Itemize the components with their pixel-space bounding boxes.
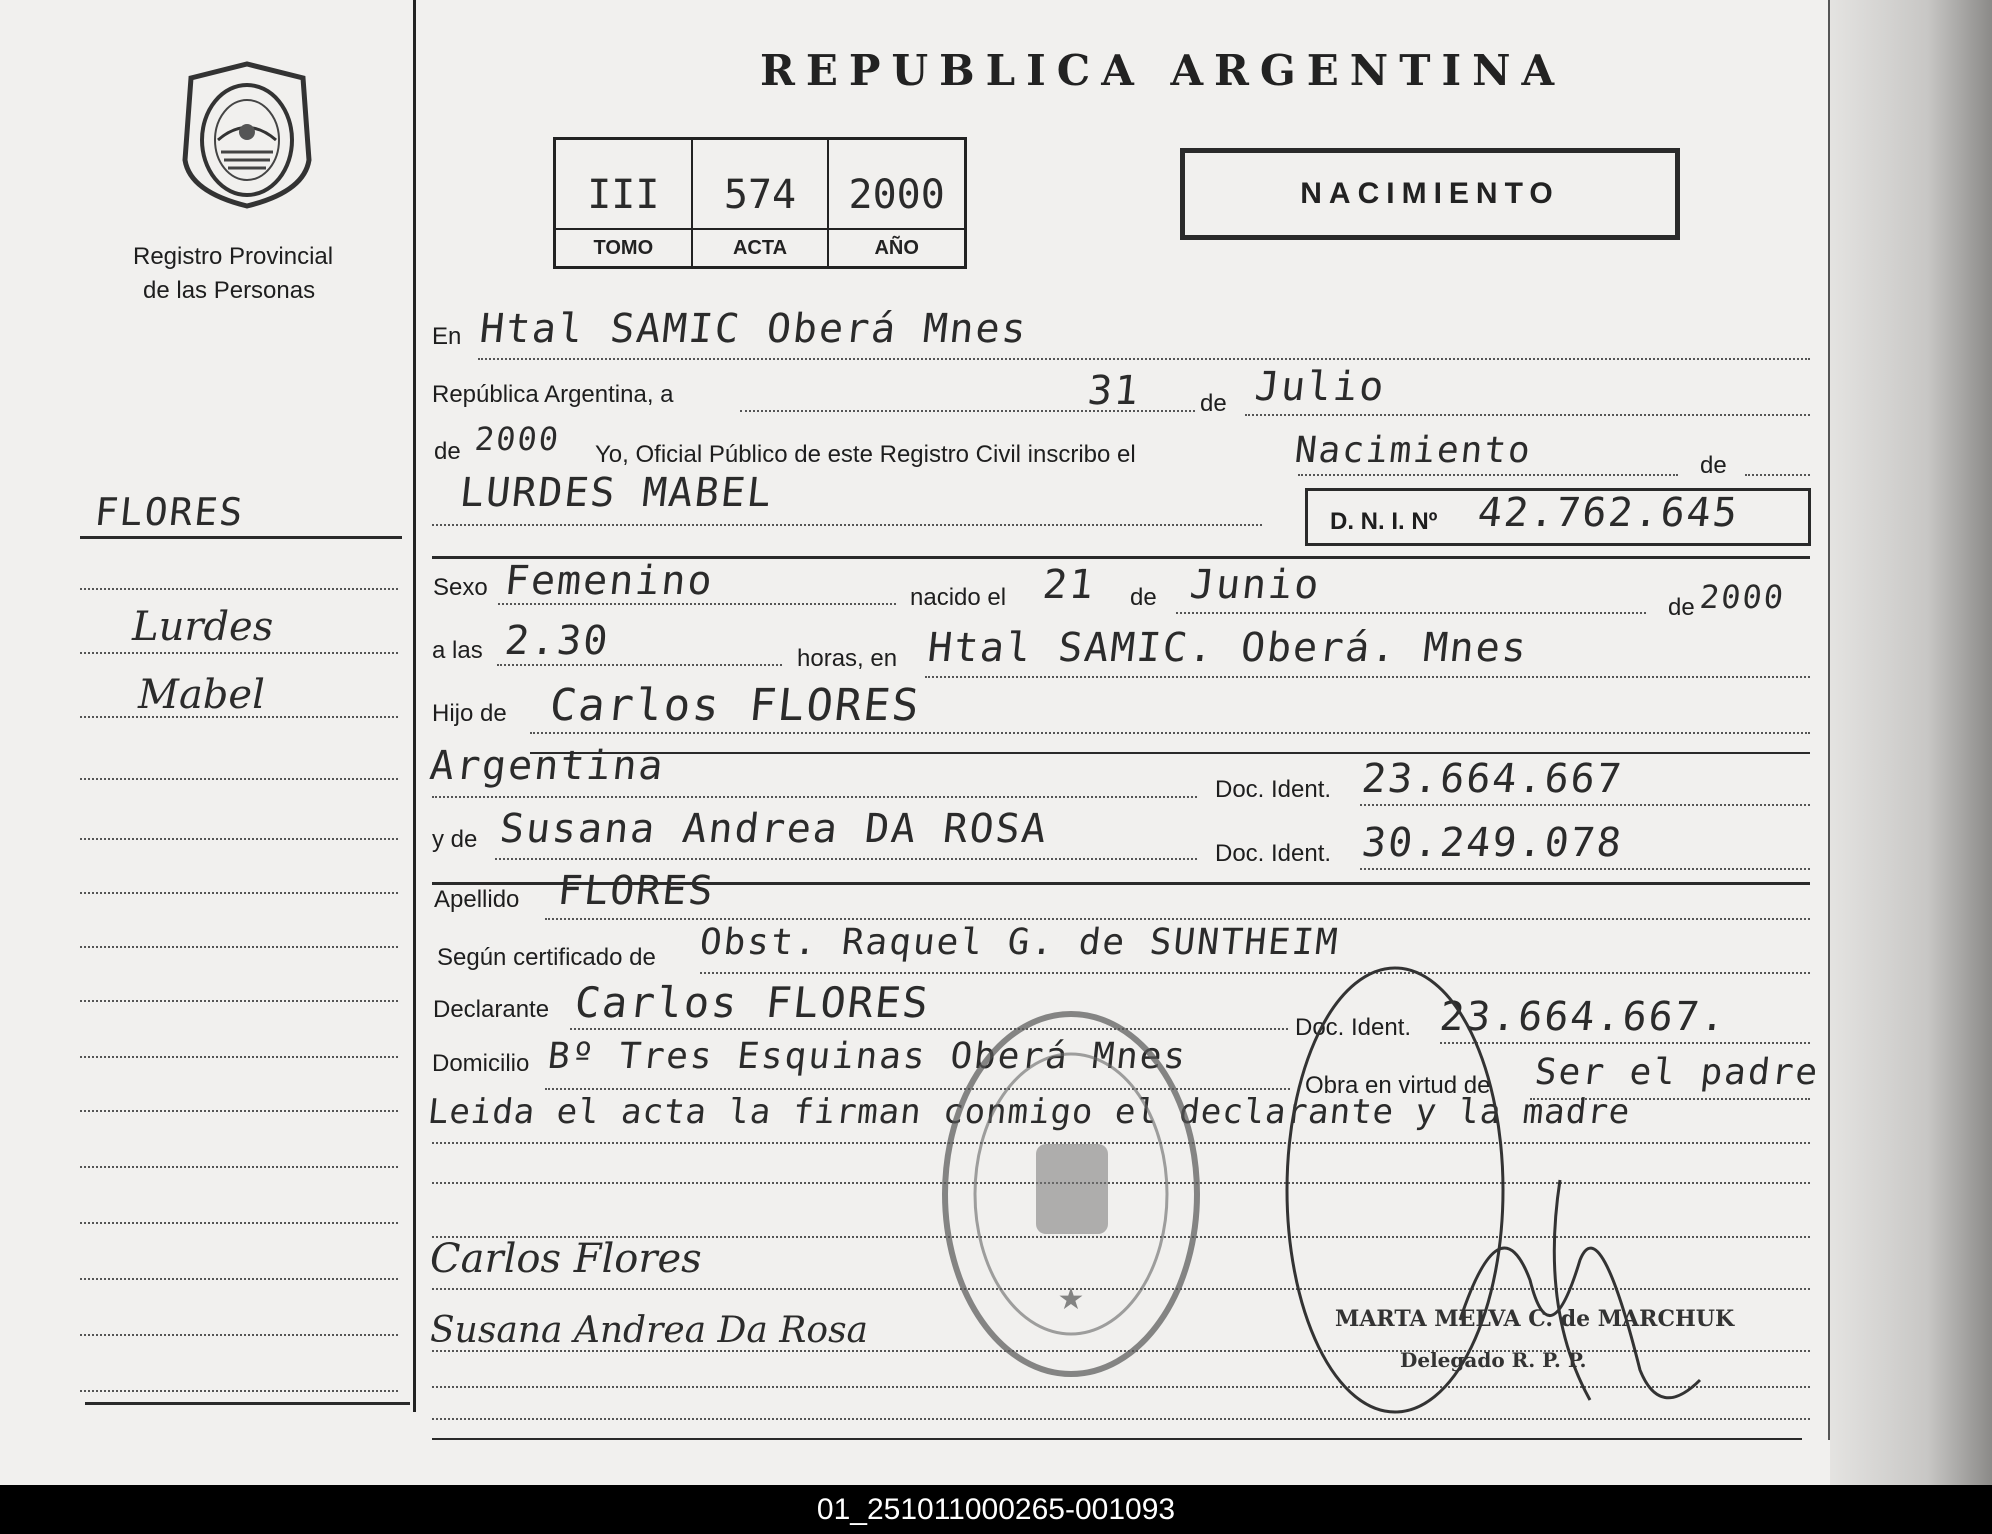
- svg-text:★: ★: [1057, 1282, 1085, 1317]
- nacido-label: nacido el: [910, 584, 1007, 611]
- leida-text: Leida el acta la firman conmigo el declarante y la madre: [425, 1092, 1633, 1132]
- margin-rule: [80, 716, 398, 718]
- ano-label: AÑO: [829, 228, 964, 266]
- form-rule: [1745, 474, 1810, 476]
- father-doc-value: 23.664.667: [1359, 756, 1626, 802]
- form-rule: [1176, 612, 1646, 614]
- margin-rule: [80, 1334, 398, 1336]
- birth-month-value: Junio: [1187, 562, 1323, 608]
- margin-rule: [80, 1056, 398, 1058]
- margin-rule: [80, 1166, 398, 1168]
- registry-table: [553, 137, 967, 269]
- republica-label: República Argentina, a: [432, 381, 674, 408]
- obra-label: Obra en virtud de: [1305, 1072, 1491, 1099]
- de-label: de: [1700, 452, 1727, 479]
- acta-value: 574: [723, 172, 797, 218]
- form-rule: [1245, 414, 1810, 416]
- official-stamp-title: Delegado R. P. P.: [1400, 1348, 1587, 1372]
- official-round-stamp: [938, 1004, 1204, 1384]
- form-rule: [497, 664, 782, 666]
- declarante-value: Carlos FLORES: [572, 978, 933, 1027]
- margin-surname-rule: [80, 536, 402, 539]
- margin-rule: [80, 1278, 398, 1280]
- registry-name-line2: de las Personas: [143, 277, 316, 304]
- tomo-value: III: [587, 172, 660, 218]
- form-rule: [700, 972, 1810, 974]
- image-id-footer: 01_251011000265-001093: [0, 1485, 1992, 1534]
- margin-rule: [80, 1390, 398, 1392]
- domicilio-value: Bº Tres Esquinas Oberá Mnes: [545, 1036, 1190, 1077]
- de-label: de: [434, 438, 461, 465]
- form-rule: [495, 858, 1197, 860]
- hijo-label: Hijo de: [432, 700, 507, 727]
- mother-name-value: Susana Andrea DA ROSA: [497, 806, 1051, 852]
- registry-name-line1: Registro Provincial: [133, 243, 334, 270]
- sexo-label: Sexo: [433, 574, 488, 601]
- sexo-value: Femenino: [502, 558, 717, 604]
- birth-time-value: 2.30: [502, 618, 612, 664]
- form-rule: [1360, 868, 1810, 870]
- form-rule: [432, 796, 1197, 798]
- horas-label: horas, en: [797, 645, 898, 672]
- dni-value: 42.762.645: [1475, 490, 1742, 536]
- act-type-box: [1180, 148, 1680, 240]
- form-rule: [1298, 474, 1678, 476]
- form-rule: [1360, 804, 1810, 806]
- tomo-label: TOMO: [556, 228, 691, 266]
- ano-cell: [829, 140, 964, 266]
- official-stamp-name: MARTA MELVA C. de MARCHUK: [1335, 1306, 1735, 1332]
- en-label: En: [432, 323, 462, 350]
- margin-rule: [80, 946, 398, 948]
- tomo-cell: [556, 140, 693, 266]
- act-type-label: NACIMIENTO: [1300, 177, 1560, 210]
- place-value: Htal SAMIC Oberá Mnes: [477, 306, 1031, 352]
- bottom-rule: [432, 1438, 1802, 1440]
- left-column-divider: [413, 0, 416, 1412]
- domicilio-label: Domicilio: [432, 1050, 530, 1077]
- birth-year-value: 2000: [1698, 578, 1788, 616]
- signature-declarante: Carlos Flores: [430, 1236, 702, 1282]
- doc-ident-label: Doc. Ident.: [1215, 840, 1332, 867]
- section-rule: [530, 752, 1810, 754]
- margin-rule: [80, 892, 398, 894]
- margin-rule: [80, 838, 398, 840]
- acta-cell: [693, 140, 830, 266]
- form-rule: [478, 358, 1810, 360]
- father-name-value: Carlos FLORES: [547, 680, 924, 731]
- de-label: de: [1200, 390, 1227, 417]
- form-rule: [498, 603, 896, 605]
- form-rule: [925, 676, 1810, 678]
- margin-rule: [80, 778, 398, 780]
- document-title: REPUBLICA ARGENTINA: [760, 46, 1566, 95]
- month-value: Julio: [1252, 364, 1388, 410]
- official-signature-scribble: [1440, 1170, 1730, 1430]
- margin-rule: [80, 1222, 398, 1224]
- page-edge: [1830, 0, 1992, 1485]
- day-value: 31: [1085, 368, 1143, 414]
- margin-bottom-rule: [85, 1402, 410, 1405]
- province-seal-logo: [176, 60, 318, 210]
- doc-ident-label: Doc. Ident.: [1295, 1014, 1412, 1041]
- segun-label: Según certificado de: [437, 944, 656, 971]
- year-value: 2000: [473, 420, 563, 458]
- margin-rule: [80, 588, 398, 590]
- yo-text: Yo, Oficial Público de este Registro Civil inscribo el: [595, 441, 1136, 468]
- child-name-value: LURDES MABEL: [457, 470, 776, 516]
- declarante-label: Declarante: [433, 996, 550, 1023]
- dni-label: D. N. I. Nº: [1330, 508, 1438, 535]
- act-word-value: Nacimiento: [1292, 430, 1534, 471]
- de-label: de: [1668, 594, 1695, 621]
- birth-day-value: 21: [1040, 562, 1098, 608]
- margin-given-name-2: Mabel: [138, 672, 265, 718]
- form-rule: [530, 732, 1810, 734]
- de-label: de: [1130, 584, 1157, 611]
- form-rule: [545, 918, 1810, 920]
- acta-label: ACTA: [693, 228, 828, 266]
- declarante-doc-value: 23.664.667.: [1437, 994, 1730, 1040]
- margin-rule: [80, 1110, 398, 1112]
- y-de-label: y de: [432, 826, 478, 853]
- margin-rule: [80, 652, 398, 654]
- father-nationality-value: Argentina: [427, 743, 668, 789]
- segun-value: Obst. Raquel G. de SUNTHEIM: [697, 922, 1342, 963]
- a-las-label: a las: [432, 637, 483, 664]
- apellido-label: Apellido: [434, 886, 520, 913]
- birth-place-value: Htal SAMIC. Oberá. Mnes: [925, 625, 1531, 671]
- apellido-value: FLORES: [555, 868, 717, 914]
- form-rule: [432, 524, 1262, 526]
- mother-doc-value: 30.249.078: [1359, 820, 1626, 866]
- signature-mother: Susana Andrea Da Rosa: [430, 1310, 869, 1351]
- margin-rule: [80, 1000, 398, 1002]
- margin-given-name-1: Lurdes: [132, 604, 274, 650]
- margin-surname: FLORES: [92, 490, 247, 534]
- doc-ident-label: Doc. Ident.: [1215, 776, 1332, 803]
- ano-value: 2000: [848, 172, 945, 218]
- obra-value: Ser el padre: [1532, 1052, 1822, 1093]
